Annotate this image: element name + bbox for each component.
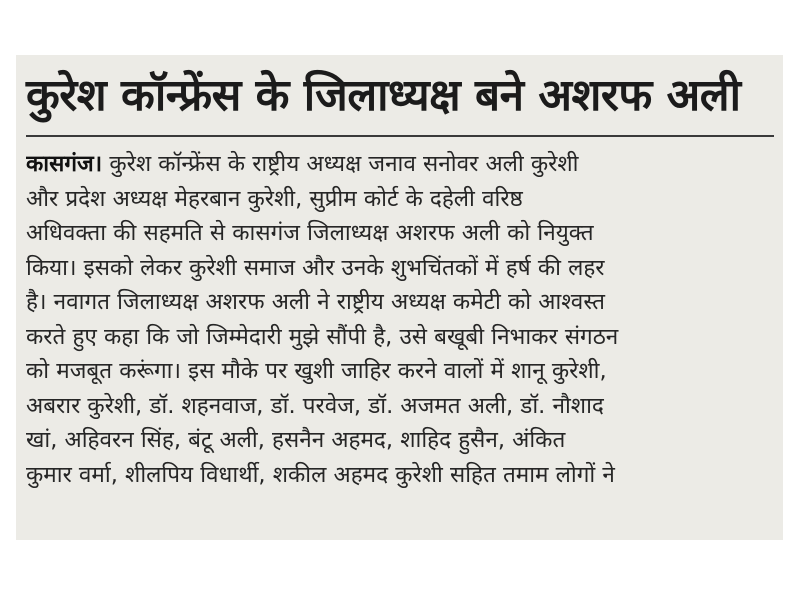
article-line: अधिवक्ता की सहमति से कासगंज जिलाध्यक्ष अशरफ अली को नियुक्त — [26, 220, 594, 246]
article-line: करते हुए कहा कि जो जिम्मेदारी मुझे सौंपी है, उसे बखूबी निभाकर संगठन — [26, 323, 619, 350]
article-line — [26, 147, 774, 182]
article-body — [26, 147, 774, 492]
article-line: अबरार कुरेशी, डॉ. शहनवाज, डॉ. परवेज, डॉ. अजमत अली, डॉ. नौशाद — [26, 392, 604, 419]
article-line: और प्रदेश अध्यक्ष मेहरबान कुरेशी, सुप्रीम कोर्ट के दहेली वरिष्ठ — [26, 185, 523, 212]
article-line: को मजबूत करूंगा। इस मौके पर खुशी जाहिर करने वालों में शानू कुरेशी, — [26, 358, 607, 384]
article-line-text: कुरेश कॉन्फ्रेंस के राष्ट्रीय अध्यक्ष जनाव सनोवर अली कुरेशी — [102, 151, 579, 177]
headline: कुरेश कॉन्फ्रेंस के जिलाध्यक्ष बने अशरफ अली — [26, 70, 741, 121]
newspaper-clipping — [16, 55, 783, 540]
article-line: कुमार वर्मा, शीलपिय विधार्थी, शकील अहमद कुरेशी सहित तमाम लोगों ने — [26, 461, 615, 488]
article-line: खां, अहिवरन सिंह, बंटू अली, हसनैन अहमद, शाहिद हुसैन, अंकित — [26, 427, 566, 453]
dateline: कासगंज। — [26, 151, 103, 177]
article-line: है। नवागत जिलाध्यक्ष अशरफ अली ने राष्ट्रीय अध्यक्ष कमेटी को आश्वस्त — [26, 289, 605, 315]
article-line: किया। इसको लेकर कुरेशी समाज और उनके शुभचिंतकों में हर्ष की लहर — [26, 254, 605, 281]
headline-divider — [26, 135, 774, 137]
